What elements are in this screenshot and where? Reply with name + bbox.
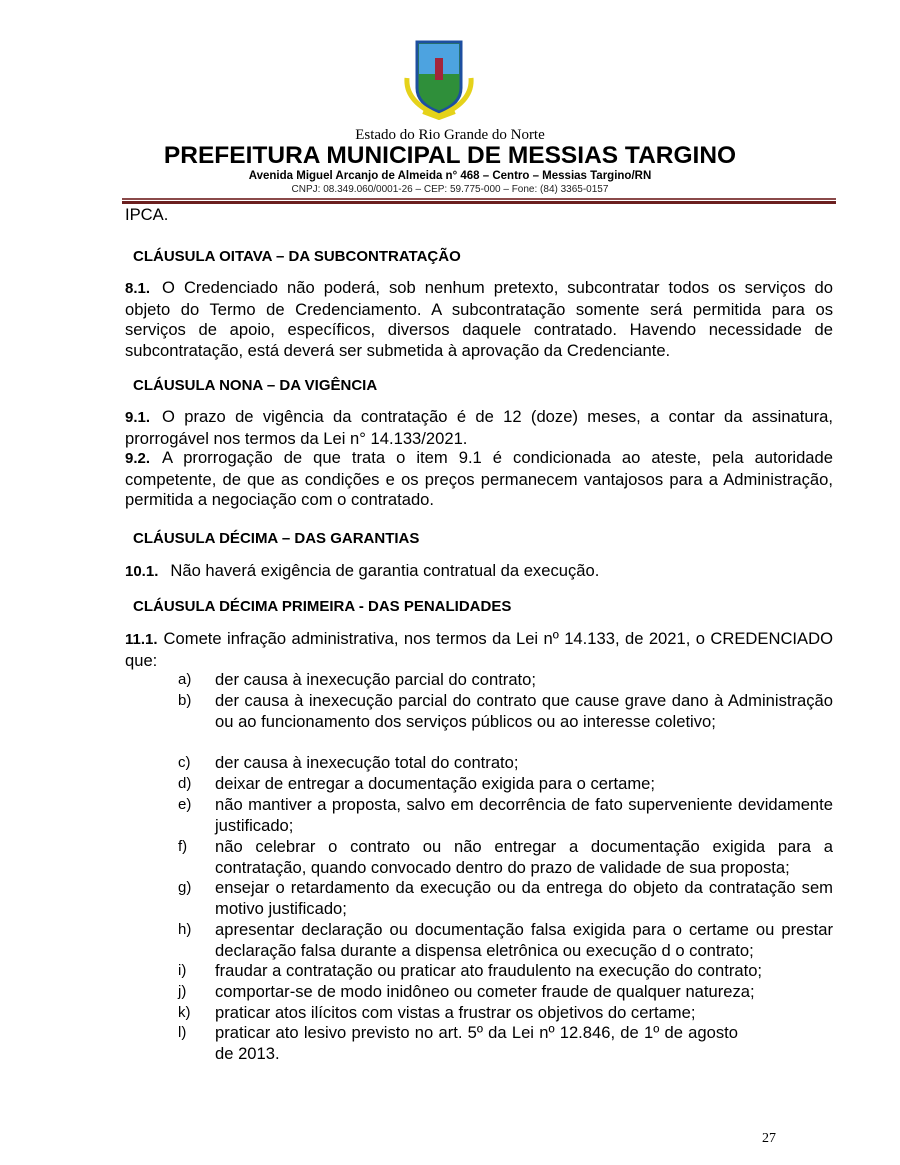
header-title: PREFEITURA MUNICIPAL DE MESSIAS TARGINO <box>163 142 737 169</box>
clause-text: Comete infração administrativa, nos termos da Lei nº 14.133, de 2021, o CREDENCIADO que: <box>125 629 833 670</box>
list-marker: e) <box>178 796 192 813</box>
list-marker: h) <box>178 921 192 938</box>
list-item <box>178 691 833 732</box>
list-item <box>178 837 833 878</box>
clause-text: A prorrogação de que trata o item 9.1 é condicionada ao ateste, pela autoridade competente, de que as condições e os preços permanecem vantajosos para a Administração, permitida a negociação com o contratado. <box>125 448 833 510</box>
list-marker: f) <box>178 838 188 855</box>
list-item-text: praticar ato lesivo previsto no art. 5º da Lei nº 12.846, de 1º de agosto de 2013. <box>215 1023 738 1063</box>
list-item-text: deixar de entregar a documentação exigida para o certame; <box>215 774 656 793</box>
list-item-text: praticar atos ilícitos com vistas a frustrar os objetivos do certame; <box>215 1003 696 1022</box>
list-item-text: não mantiver a proposta, salvo em decorrência de fato superveniente devidamente justificado; <box>215 795 833 835</box>
list-item <box>178 961 833 982</box>
clause-number: 11.1. <box>125 631 158 648</box>
clause-9-1 <box>125 407 833 449</box>
clause-9-2 <box>125 448 833 511</box>
list-marker: l) <box>178 1024 187 1041</box>
clause-text: O Credenciado não poderá, sob nenhum pretexto, subcontratar todos os serviços do objeto do Termo de Credenciamento. A subcontratação somente será permitida para os serviços de apoio, específicos, diversos daquele contratado. Havendo necessidade de subcontratação, está deverá ser submetida à aprovação da Credenciante. <box>125 278 833 361</box>
list-item <box>178 1003 833 1024</box>
list-item-text: ensejar o retardamento da execução ou da entrega do objeto da contratação sem motivo justificado; <box>215 878 833 918</box>
list-item-text: fraudar a contratação ou praticar ato fraudulento na execução do contrato; <box>215 961 763 980</box>
clause-8-1 <box>125 278 833 362</box>
clause-11-heading: CLÁUSULA DÉCIMA PRIMEIRA - DAS PENALIDADES <box>133 598 512 615</box>
list-marker: g) <box>178 879 192 896</box>
clause-text: O prazo de vigência da contratação é de 12 (doze) meses, a contar da assinatura, prorrogável nos termos da Lei n° 14.133/2021. <box>125 407 833 448</box>
clause-11-1 <box>125 629 833 671</box>
list-item <box>178 982 833 1003</box>
list-marker: k) <box>178 1004 191 1021</box>
list-item <box>178 670 833 691</box>
list-item <box>178 920 833 961</box>
header-address: Avenida Miguel Arcanjo de Almeida n° 468 – Centro – Messias Targino/RN <box>248 170 652 182</box>
list-marker: b) <box>178 692 192 709</box>
clause-number: 9.2. <box>125 450 151 467</box>
list-item-text: der causa à inexecução parcial do contrato que cause grave dano à Administração ou ao funcionamento dos serviços públicos ou ao interesse coletivo; <box>215 691 833 731</box>
list-item-text: não celebrar o contrato ou não entregar a documentação exigida para a contratação, quando convocado dentro do prazo de validade de sua proposta; <box>215 837 833 877</box>
municipal-coat-of-arms-logo <box>403 40 475 120</box>
list-item-text: apresentar declaração ou documentação falsa exigida para o certame ou prestar declaração falsa durante a dispensa eletrônica ou execução d o contrato; <box>215 920 833 960</box>
list-marker: i) <box>178 962 187 979</box>
list-marker: j) <box>178 983 187 1000</box>
list-item <box>178 878 833 919</box>
list-item <box>178 795 833 836</box>
header-divider <box>122 198 836 200</box>
list-marker: d) <box>178 775 192 792</box>
clause-10-1 <box>125 561 833 583</box>
clause-number: 8.1. <box>125 280 151 297</box>
state-name: Estado do Rio Grande do Norte <box>355 127 545 143</box>
clause-10-heading: CLÁUSULA DÉCIMA – DAS GARANTIAS <box>133 530 420 547</box>
clause-8-heading: CLÁUSULA OITAVA – DA SUBCONTRATAÇÃO <box>133 248 461 265</box>
clause-text: Não haverá exigência de garantia contratual da execução. <box>170 561 600 580</box>
clause-9-heading: CLÁUSULA NONA – DA VIGÊNCIA <box>133 377 378 394</box>
list-item <box>178 1023 738 1064</box>
list-item-text: comportar-se de modo inidôneo ou cometer fraude de qualquer natureza; <box>215 982 755 1001</box>
clause-number: 10.1. <box>125 563 159 580</box>
list-item-text: der causa à inexecução parcial do contrato; <box>215 670 537 689</box>
header-contact: CNPJ: 08.349.060/0001-26 – CEP: 59.775-000 – Fone: (84) 3365-0157 <box>291 184 609 195</box>
list-marker: c) <box>178 754 191 771</box>
list-item-text: der causa à inexecução total do contrato; <box>215 753 519 772</box>
clause-number: 9.1. <box>125 409 151 426</box>
list-item <box>178 774 833 795</box>
page-number: 27 <box>762 1131 776 1146</box>
list-marker: a) <box>178 671 192 688</box>
list-item <box>178 753 833 774</box>
header-divider <box>122 201 836 204</box>
intro-text: IPCA. <box>125 205 169 224</box>
